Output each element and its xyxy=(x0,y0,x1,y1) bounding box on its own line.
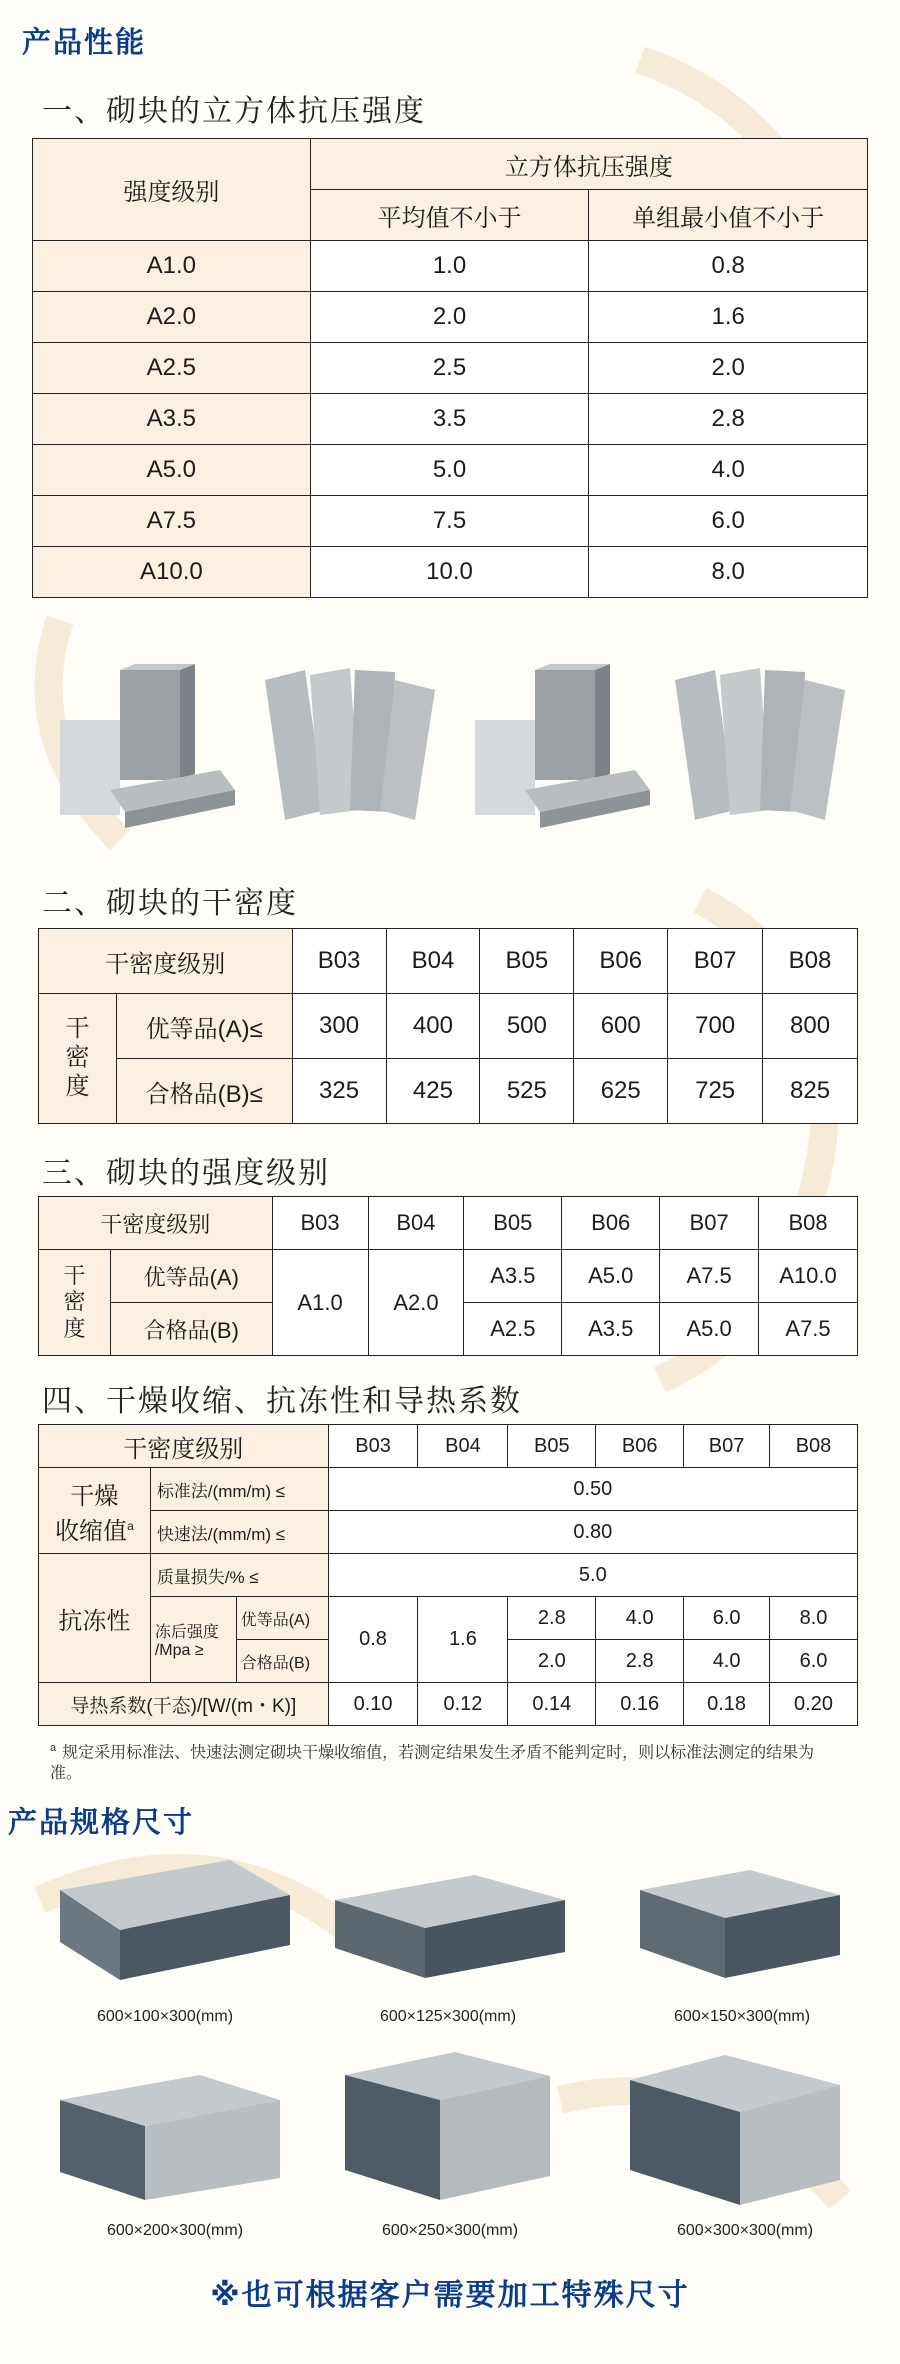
col-grade-b06: B06 xyxy=(562,1197,660,1250)
col-grade-b03: B03 xyxy=(328,1425,418,1468)
cell-avg: 1.0 xyxy=(310,241,589,292)
col-grade-b04: B04 xyxy=(368,1197,464,1250)
cell-min: 1.6 xyxy=(589,292,868,343)
cell-avg: 5.0 xyxy=(310,445,589,496)
table-row xyxy=(39,1059,858,1124)
table-row xyxy=(39,1468,858,1511)
strength-grade-table xyxy=(38,1196,858,1356)
table-row xyxy=(39,1554,858,1597)
label-shrinkage-line1: 干燥 xyxy=(70,1482,119,1510)
table-row xyxy=(39,1511,858,1554)
col-grade-b03: B03 xyxy=(292,929,386,994)
cell-avg: 10.0 xyxy=(310,547,589,598)
cell-merged-b03: 0.8 xyxy=(328,1597,418,1683)
label-shrinkage-text: 收缩值 xyxy=(55,1517,128,1545)
col-grade-b04: B04 xyxy=(386,929,480,994)
footnote-marker: a xyxy=(50,1742,57,1754)
cell-value: 700 xyxy=(668,994,763,1059)
block-photo-stack-1 xyxy=(50,660,240,830)
cell-grade: A5.0 xyxy=(33,445,311,496)
row-label-excellent: 优等品(A) xyxy=(110,1250,272,1303)
cell-value: A10.0 xyxy=(759,1250,858,1303)
cell-min: 2.8 xyxy=(589,394,868,445)
dry-density-table xyxy=(38,928,858,1124)
size-caption: 600×150×300(mm) xyxy=(673,2008,811,2025)
cell-merged-b03: A1.0 xyxy=(272,1250,368,1356)
col-grade-b05: B05 xyxy=(480,929,574,994)
col-grade-b05: B05 xyxy=(508,1425,596,1468)
cell-standard-value: 0.50 xyxy=(328,1468,857,1511)
label-shrinkage xyxy=(39,1468,151,1554)
cell-value: 8.0 xyxy=(770,1597,858,1640)
cell-value: 725 xyxy=(668,1059,763,1124)
size-caption: 600×300×300(mm) xyxy=(676,2222,814,2239)
table-row xyxy=(33,292,868,343)
cell-value: A7.5 xyxy=(759,1303,858,1356)
table-row xyxy=(39,994,858,1059)
col-grade-b05: B05 xyxy=(464,1197,562,1250)
cell-grade: A1.0 xyxy=(33,241,311,292)
cell-value: 800 xyxy=(763,994,858,1059)
cell-min: 2.0 xyxy=(589,343,868,394)
label-thermal-conductivity: 导热系数(干态)/[W/(m・K)] xyxy=(39,1683,329,1726)
cell-merged-b04: 1.6 xyxy=(418,1597,508,1683)
cell-avg: 3.5 xyxy=(310,394,589,445)
col-grade-b07: B07 xyxy=(660,1197,759,1250)
cell-value: 4.0 xyxy=(684,1640,770,1683)
block-600x125x300 xyxy=(325,1860,575,1990)
cell-value: 400 xyxy=(386,994,480,1059)
cell-fast-value: 0.80 xyxy=(328,1511,857,1554)
section2-title: 二、砌块的干密度 xyxy=(42,887,298,920)
size-caption: 600×200×300(mm) xyxy=(106,2222,244,2239)
product-performance-heading: 产品性能 xyxy=(22,27,147,59)
section1-title: 一、砌块的立方体抗压强度 xyxy=(42,95,426,128)
cell-value: 425 xyxy=(386,1059,480,1124)
cell-value: 325 xyxy=(292,1059,386,1124)
cell-value: 500 xyxy=(480,994,574,1059)
col-density-grade: 干密度级别 xyxy=(39,929,293,994)
label-fast-method: 快速法/(mm/m) ≤ xyxy=(150,1511,328,1554)
table-row xyxy=(39,1250,858,1303)
cell-value: 600 xyxy=(574,994,668,1059)
col-grade-b04: B04 xyxy=(418,1425,508,1468)
col-group: 立方体抗压强度 xyxy=(310,139,867,190)
col-grade-b06: B06 xyxy=(574,929,668,994)
cell-value: A7.5 xyxy=(660,1250,759,1303)
size-caption: 600×250×300(mm) xyxy=(381,2222,519,2239)
label-standard-method: 标准法/(mm/m) ≤ xyxy=(150,1468,328,1511)
block-600x100x300 xyxy=(50,1850,300,1990)
cell-min: 0.8 xyxy=(589,241,868,292)
col-avg: 平均值不小于 xyxy=(310,190,589,241)
label-post-freeze-line2: /Mpa ≥ xyxy=(154,1642,204,1659)
cell-grade: A7.5 xyxy=(33,496,311,547)
label-frost-resistance: 抗冻性 xyxy=(39,1554,151,1683)
custom-size-note: ※也可根据客户需要加工特殊尺寸 xyxy=(210,2279,690,2312)
cell-grade: A2.5 xyxy=(33,343,311,394)
cell-value: 4.0 xyxy=(596,1597,684,1640)
col-grade: 强度级别 xyxy=(33,139,311,241)
cell-avg: 2.5 xyxy=(310,343,589,394)
label-shrinkage-line2 xyxy=(39,1511,150,1546)
cell-value: A3.5 xyxy=(464,1250,562,1303)
cell-min: 8.0 xyxy=(589,547,868,598)
block-photo-stack-2 xyxy=(465,660,655,830)
cell-value: A5.0 xyxy=(660,1303,759,1356)
cell-thermal: 0.12 xyxy=(418,1683,508,1726)
col-min: 单组最小值不小于 xyxy=(589,190,868,241)
section4-title: 四、干燥收缩、抗冻性和导热系数 xyxy=(42,1385,522,1418)
label-post-freeze-line1: 冻后强度 xyxy=(154,1624,219,1641)
cell-merged-b04: A2.0 xyxy=(368,1250,464,1356)
cell-value: 6.0 xyxy=(684,1597,770,1640)
cell-avg: 2.0 xyxy=(310,292,589,343)
row-label-qualified: 合格品(B) xyxy=(236,1640,328,1683)
block-photo-fan-1 xyxy=(255,660,445,830)
size-caption: 600×125×300(mm) xyxy=(379,2008,517,2025)
cell-value: A5.0 xyxy=(562,1250,660,1303)
table-row xyxy=(33,343,868,394)
cell-grade: A10.0 xyxy=(33,547,311,598)
block-600x300x300 xyxy=(620,2040,850,2210)
table-row xyxy=(33,547,868,598)
row-label-qualified: 合格品(B) xyxy=(110,1303,272,1356)
table-row xyxy=(39,1683,858,1726)
cell-avg: 7.5 xyxy=(310,496,589,547)
cell-value: 2.8 xyxy=(596,1640,684,1683)
cell-thermal: 0.14 xyxy=(508,1683,596,1726)
block-photo-fan-2 xyxy=(665,660,855,830)
table-row xyxy=(33,496,868,547)
footnote xyxy=(50,1738,840,1784)
col-grade-b08: B08 xyxy=(770,1425,858,1468)
col-density-grade: 干密度级别 xyxy=(39,1425,329,1468)
block-600x200x300 xyxy=(50,2060,300,2210)
table-row xyxy=(33,445,868,496)
section3-title: 三、砌块的强度级别 xyxy=(42,1157,330,1190)
row-label-qualified: 合格品(B)≤ xyxy=(116,1059,292,1124)
label-mass-loss: 质量损失/% ≤ xyxy=(150,1554,328,1597)
cell-grade: A2.0 xyxy=(33,292,311,343)
col-grade-b03: B03 xyxy=(272,1197,368,1250)
cell-value: A2.5 xyxy=(464,1303,562,1356)
cell-value: 300 xyxy=(292,994,386,1059)
cell-value: 525 xyxy=(480,1059,574,1124)
label-post-freeze-strength xyxy=(150,1597,236,1683)
cell-value: 6.0 xyxy=(770,1640,858,1683)
cell-min: 6.0 xyxy=(589,496,868,547)
side-label-density xyxy=(39,1250,111,1356)
row-label-excellent: 优等品(A)≤ xyxy=(116,994,292,1059)
side-label-density xyxy=(39,994,117,1124)
shrinkage-frost-thermal-table xyxy=(38,1424,858,1726)
cell-thermal: 0.18 xyxy=(684,1683,770,1726)
cell-thermal: 0.16 xyxy=(596,1683,684,1726)
cell-thermal: 0.10 xyxy=(328,1683,418,1726)
block-600x250x300 xyxy=(335,2040,565,2210)
cell-thermal: 0.20 xyxy=(770,1683,858,1726)
footnote-text: 规定采用标准法、快速法测定砌块干燥收缩值，若测定结果发生矛盾不能判定时，则以标准法测定的结果为准。 xyxy=(50,1744,815,1783)
product-sizes-heading: 产品规格尺寸 xyxy=(8,1807,195,1839)
col-density-grade: 干密度级别 xyxy=(39,1197,273,1250)
col-grade-b08: B08 xyxy=(759,1197,858,1250)
cell-value: 625 xyxy=(574,1059,668,1124)
table-row xyxy=(33,394,868,445)
table-row xyxy=(39,1597,858,1640)
col-grade-b07: B07 xyxy=(668,929,763,994)
col-grade-b06: B06 xyxy=(596,1425,684,1468)
row-label-excellent: 优等品(A) xyxy=(236,1597,328,1640)
cell-value: 2.8 xyxy=(508,1597,596,1640)
cell-grade: A3.5 xyxy=(33,394,311,445)
footnote-marker: a xyxy=(127,1518,134,1533)
col-grade-b07: B07 xyxy=(684,1425,770,1468)
size-caption: 600×100×300(mm) xyxy=(96,2008,234,2025)
col-grade-b08: B08 xyxy=(763,929,858,994)
cell-value: 825 xyxy=(763,1059,858,1124)
table-row xyxy=(33,241,868,292)
block-600x150x300 xyxy=(630,1860,850,1990)
side-label-text: 干密度 xyxy=(65,1015,90,1100)
cell-mass-loss-value: 5.0 xyxy=(328,1554,857,1597)
cell-value: 2.0 xyxy=(508,1640,596,1683)
compressive-strength-table xyxy=(32,138,868,598)
cell-min: 4.0 xyxy=(589,445,868,496)
cell-value: A3.5 xyxy=(562,1303,660,1356)
side-label-text: 干密度 xyxy=(63,1262,86,1341)
